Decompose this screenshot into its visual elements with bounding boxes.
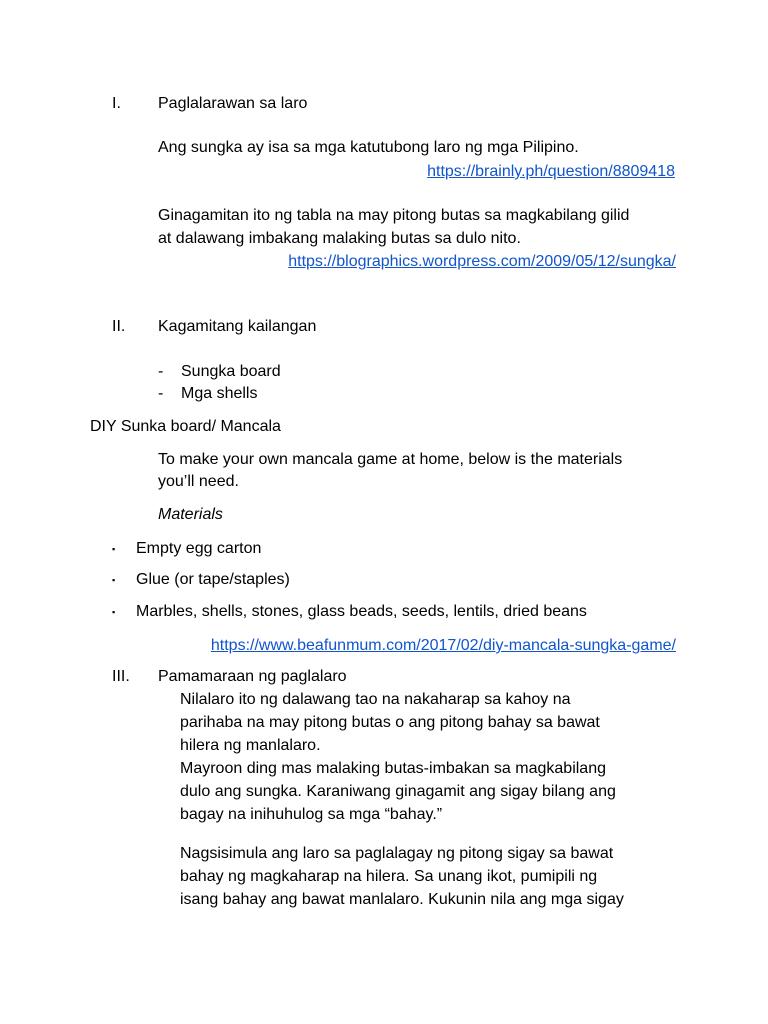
section-3-p1-line: dulo ang sungka. Karaniwang ginagamit ang sigay bilang ang (180, 783, 616, 800)
section-1-paragraph-2-line-2: at dalawang imbakang malaking butas sa dulo nito. (158, 230, 521, 247)
diy-intro-line-2: you’ll need. (158, 473, 239, 490)
section-1-heading: Paglalarawan sa laro (158, 95, 308, 112)
section-3-p2-line: Nagsisimula ang laro sa paglalagay ng pitong sigay sa bawat (180, 845, 614, 862)
section-3-heading: Pamamaraan ng paglalaro (158, 668, 347, 685)
section-3-numeral: III. (112, 668, 130, 685)
section-1-paragraph-1: Ang sungka ay isa sa mga katutubong laro ng mga Pilipino. (158, 139, 579, 156)
section-3-p1-line: bagay na inihuhulog sa mga “bahay.” (180, 806, 443, 823)
section-3-p1-line: Nilalaro ito ng dalawang tao na nakaharap sa kahoy na (180, 691, 571, 708)
diy-heading: DIY Sunka board/ Mancala (90, 418, 281, 435)
materials-item: Marbles, shells, stones, glass beads, seeds, lentils, dried beans (136, 603, 587, 620)
section-1-paragraph-2-line-1: Ginagamitan ito ng tabla na may pitong butas sa magkabilang gilid (158, 207, 630, 224)
list-item-dash: - (158, 385, 164, 402)
section-3-p2-line: bahay ng magkaharap na hilera. Sa unang ikot, pumipili ng (180, 868, 598, 885)
beafunmum-link[interactable]: https://www.beafunmum.com/2017/02/diy-mancala-sungka-game/ (210, 637, 676, 654)
section-2-heading: Kagamitang kailangan (158, 318, 317, 335)
materials-label: Materials (158, 506, 223, 523)
list-item: Mga shells (181, 385, 258, 402)
section-3-p1-line: Mayroon ding mas malaking butas-imbakan sa magkabilang (180, 760, 606, 777)
bullet-icon: ▪ (112, 607, 116, 617)
section-3-p2-line: isang bahay ang bawat manlalaro. Kukunin nila ang mga sigay (180, 891, 624, 908)
list-item-dash: - (158, 363, 164, 380)
section-2-numeral: II. (112, 318, 126, 335)
bullet-icon: ▪ (112, 575, 116, 585)
materials-item: Glue (or tape/staples) (136, 571, 290, 588)
materials-item: Empty egg carton (136, 540, 262, 557)
section-1-numeral: I. (112, 95, 121, 112)
diy-intro-line-1: To make your own mancala game at home, below is the materials (158, 451, 623, 468)
list-item: Sungka board (181, 363, 281, 380)
section-3-p1-line: hilera ng manlalaro. (180, 737, 321, 754)
blographics-link[interactable]: https://blographics.wordpress.com/2009/05/12/sungka/ (288, 253, 676, 270)
brainly-link[interactable]: https://brainly.ph/question/8809418 (427, 163, 675, 180)
section-3-p1-line: parihaba na may pitong butas o ang pitong bahay sa bawat (180, 714, 600, 731)
bullet-icon: ▪ (112, 544, 116, 554)
